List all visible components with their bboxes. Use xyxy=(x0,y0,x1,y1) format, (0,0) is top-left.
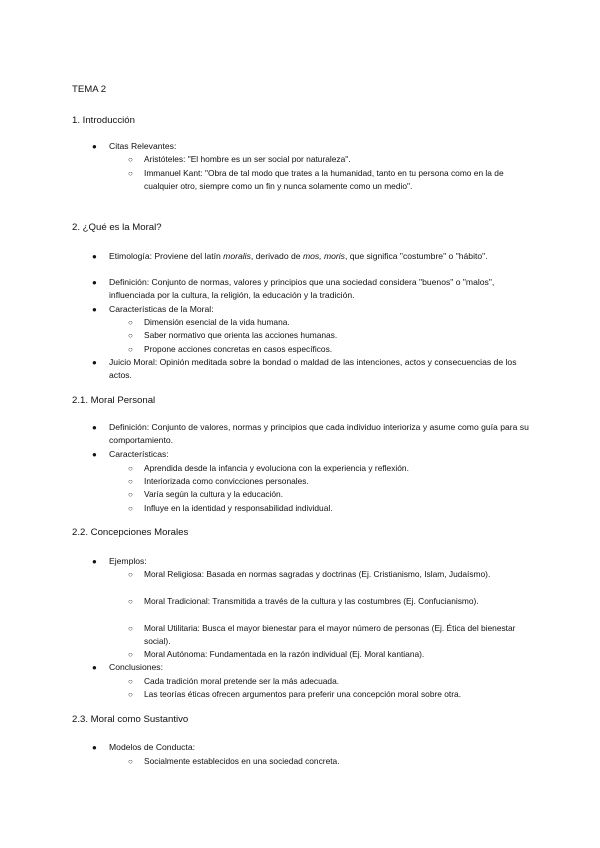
sub-list-item-text: Interiorizada como convicciones personales. xyxy=(144,476,309,486)
italic-term: moralis xyxy=(223,251,251,261)
list-item xyxy=(92,661,532,674)
sub-list-item xyxy=(128,595,532,608)
list-item-text: Citas Relevantes: xyxy=(109,141,177,151)
list-item-text: Ejemplos: xyxy=(109,556,147,566)
circle-bullet-icon: ○ xyxy=(128,169,133,178)
sub-list-item-text: Socialmente establecidos en una sociedad concreta. xyxy=(144,756,340,766)
list-item xyxy=(92,356,532,382)
list-item xyxy=(92,303,532,316)
bullet-icon: ● xyxy=(92,305,97,314)
text-run: , derivado de xyxy=(250,251,303,261)
sub-list-item-text: Moral Autónoma: Fundamentada en la razón individual (Ej. Moral kantiana). xyxy=(144,649,425,659)
sub-list-item xyxy=(128,316,532,329)
circle-bullet-icon: ○ xyxy=(128,477,133,486)
sub-list-item xyxy=(128,648,532,661)
section-heading-concepciones-morales: 2.2. Concepciones Morales xyxy=(72,527,189,538)
list-item xyxy=(92,421,532,447)
circle-bullet-icon: ○ xyxy=(128,757,133,766)
document-title: TEMA 2 xyxy=(72,84,107,95)
sub-list-item xyxy=(128,329,532,342)
list-item xyxy=(92,741,532,754)
circle-bullet-icon: ○ xyxy=(128,677,133,686)
circle-bullet-icon: ○ xyxy=(128,570,133,579)
sub-list-item-text: Influye en la identidad y responsabilidad individual. xyxy=(144,503,333,513)
sub-list-item xyxy=(128,688,532,701)
circle-bullet-icon: ○ xyxy=(128,504,133,513)
sub-list-item-text: Cada tradición moral pretende ser la más adecuada. xyxy=(144,676,340,686)
sub-list-item-text: Varía según la cultura y la educación. xyxy=(144,489,284,499)
sub-list-item xyxy=(128,622,532,649)
sub-list-item xyxy=(128,502,532,515)
circle-bullet-icon: ○ xyxy=(128,690,133,699)
circle-bullet-icon: ○ xyxy=(128,318,133,327)
bullet-icon: ● xyxy=(92,663,97,672)
sub-list-item-text: Propone acciones concretas en casos específicos. xyxy=(144,344,333,354)
sub-list-item xyxy=(128,153,532,166)
list-item xyxy=(92,140,532,153)
circle-bullet-icon: ○ xyxy=(128,650,133,659)
list-item-text: Características: xyxy=(109,449,169,459)
section-heading-moral-personal: 2.1. Moral Personal xyxy=(72,395,156,406)
circle-bullet-icon: ○ xyxy=(128,597,133,606)
sub-list-item-text: Dimensión esencial de la vida humana. xyxy=(144,317,290,327)
sub-list-item-text: Moral Tradicional: Transmitida a través de la cultura y las costumbres (Ej. Confucianismo). xyxy=(144,596,479,606)
list-item-text: Conclusiones: xyxy=(109,662,163,672)
circle-bullet-icon: ○ xyxy=(128,155,133,164)
sub-list-item xyxy=(128,475,532,488)
circle-bullet-icon: ○ xyxy=(128,331,133,340)
sub-list-item xyxy=(128,462,532,475)
list-item-text: Modelos de Conducta: xyxy=(109,742,195,752)
sub-list-item-text: Moral Religiosa: Basada en normas sagradas y doctrinas (Ej. Cristianismo, Islam, Judaísmo). xyxy=(144,569,491,579)
sub-list-item xyxy=(128,343,532,356)
sub-list-item-text: Las teorías éticas ofrecen argumentos para preferir una concepción moral sobre otra. xyxy=(144,689,462,699)
sub-list-item-text: Aprendida desde la infancia y evoluciona con la experiencia y reflexión. xyxy=(144,463,409,473)
bullet-icon: ● xyxy=(92,557,97,566)
list-item-text: Características de la Moral: xyxy=(109,304,214,314)
list-item xyxy=(92,250,532,263)
sub-list-item-text: Moral Utilitaria: Busca el mayor bienestar para el mayor número de personas (Ej. Ética del bienestar social). xyxy=(144,623,516,647)
circle-bullet-icon: ○ xyxy=(128,345,133,354)
section-heading-moral-como-sustantivo: 2.3. Moral como Sustantivo xyxy=(72,714,189,725)
circle-bullet-icon: ○ xyxy=(128,490,133,499)
circle-bullet-icon: ○ xyxy=(128,464,133,473)
sub-list-item xyxy=(128,675,532,688)
sub-list-item xyxy=(128,488,532,501)
list-item-text: Juicio Moral: Opinión meditada sobre la bondad o maldad de las intenciones, actos y consecuencias de los actos. xyxy=(109,357,517,380)
text-run: , que significa "costumbre" o "hábito". xyxy=(344,251,488,261)
list-item-text xyxy=(109,250,532,263)
sub-list-item xyxy=(128,755,532,768)
list-item xyxy=(92,276,532,302)
bullet-icon: ● xyxy=(92,358,97,367)
italic-term: mos, moris xyxy=(302,251,345,261)
list-item xyxy=(92,448,532,461)
section-heading-que-es-la-moral: 2. ¿Qué es la Moral? xyxy=(72,222,162,233)
sub-list-item xyxy=(128,568,532,581)
list-item-text: Definición: Conjunto de valores, normas y principios que cada individuo interioriza y asume como guía para su comportamiento. xyxy=(109,422,529,445)
sub-list-item xyxy=(128,167,532,194)
text-run: Etimología: Proviene del latín xyxy=(109,251,224,261)
section-heading-introduccion: 1. Introducción xyxy=(72,115,135,126)
list-item xyxy=(92,555,532,568)
bullet-icon: ● xyxy=(92,252,97,261)
bullet-icon: ● xyxy=(92,278,97,287)
sub-list-item-text: Aristóteles: "El hombre es un ser social por naturaleza". xyxy=(144,154,351,164)
bullet-icon: ● xyxy=(92,423,97,432)
list-item-text: Definición: Conjunto de normas, valores y principios que una sociedad considera "buenos" o "malos", influenciada por la cultura, la religión, la educación y la tradición. xyxy=(109,277,495,300)
bullet-icon: ● xyxy=(92,450,97,459)
sub-list-item-text: Saber normativo que orienta las acciones humanas. xyxy=(144,330,338,340)
bullet-icon: ● xyxy=(92,743,97,752)
circle-bullet-icon: ○ xyxy=(128,624,133,633)
bullet-icon: ● xyxy=(92,142,97,151)
sub-list-item-text: Immanuel Kant: "Obra de tal modo que trates a la humanidad, tanto en tu persona como en la de cualquier otro, siempre como un fin y nunca solamente como un medio". xyxy=(144,168,504,192)
